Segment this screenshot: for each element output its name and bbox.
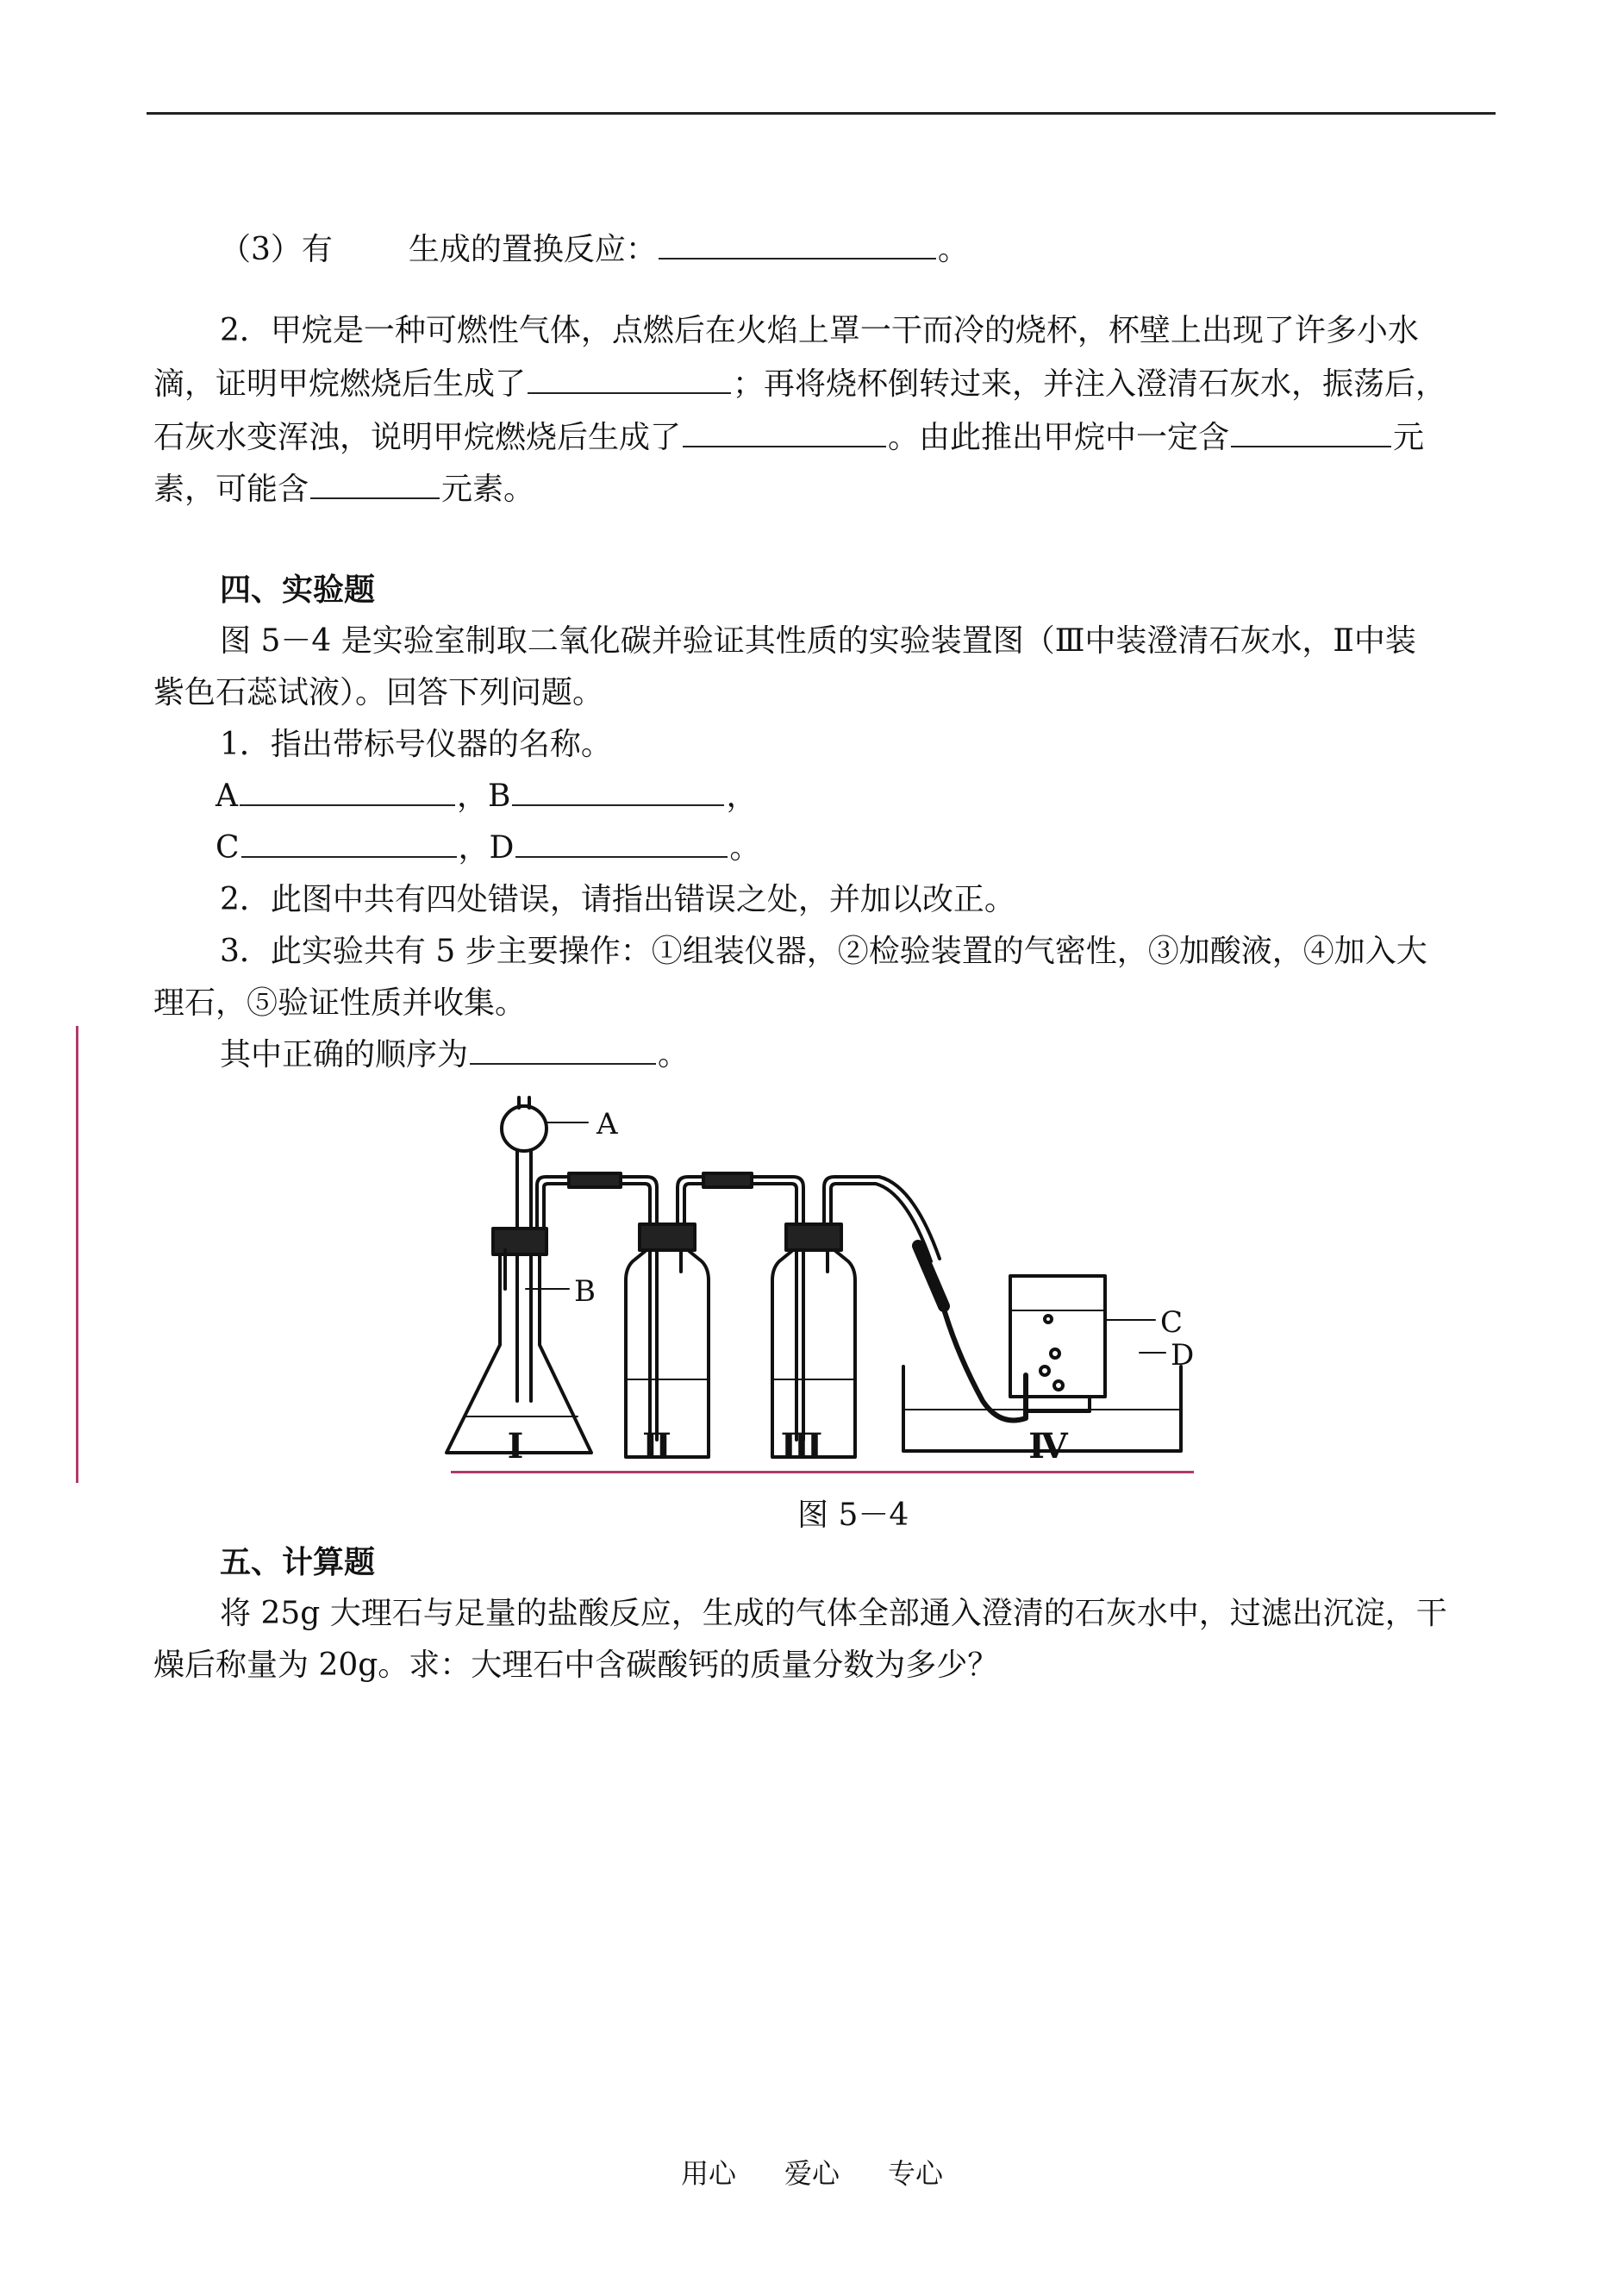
q2-line4: 素，可能含 元素。 <box>153 472 535 507</box>
question-1-3: （3）有 生成的置换反应： 。 <box>220 232 969 267</box>
margin-mark <box>76 1026 78 1483</box>
figure-rule <box>451 1471 1194 1473</box>
answer-blank[interactable] <box>310 472 440 499</box>
bottle-2 <box>626 1177 714 1457</box>
footer-item: 爱心 <box>784 2157 840 2190</box>
roman-2: Ⅱ <box>642 1426 671 1466</box>
section-4-q2: 2．此图中共有四处错误，请指出错误之处，并加以改正。 <box>220 882 1015 917</box>
page-footer <box>0 2152 1624 2192</box>
q2-line2: 滴，证明甲烷燃烧后生成了 ；再将烧杯倒转过来，并注入澄清石灰水，振荡后， <box>153 366 1447 402</box>
footer-item: 专心 <box>888 2157 944 2190</box>
apparatus-figure <box>431 1091 1207 1470</box>
q2-line3: 石灰水变浑浊，说明甲烷燃烧后生成了 。由此推出甲烷中一定含 元 <box>153 420 1425 455</box>
q1-3-mid: 生成的置换反应： <box>408 232 657 267</box>
roman-4: Ⅳ <box>1028 1426 1068 1466</box>
answer-blank[interactable] <box>1231 420 1391 447</box>
answer-blank-order[interactable] <box>470 1037 656 1065</box>
section-5-line2: 燥后称量为 20g。求：大理石中含碳酸钙的质量分数为多少？ <box>153 1648 999 1683</box>
label-c: C <box>1160 1305 1184 1340</box>
section-4-intro-1: 图 5－4 是实验室制取二氧化碳并验证其性质的实验装置图（Ⅲ中装澄清石灰水，Ⅱ中装 <box>220 623 1416 659</box>
section-4-q3-line3: 其中正确的顺序为 。 <box>220 1037 690 1072</box>
answer-blank-a[interactable] <box>240 779 455 806</box>
roman-3: Ⅲ <box>780 1426 823 1466</box>
label-a: A <box>597 1107 618 1141</box>
footer-item: 用心 <box>680 2157 736 2190</box>
answer-line-ab: A ，B ， <box>215 779 758 814</box>
section-4-q1: 1．指出带标号仪器的名称。 <box>220 727 612 762</box>
q1-3-prefix: （3）有 <box>220 232 333 267</box>
q2-line1: 2．甲烷是一种可燃性气体，点燃后在火焰上罩一干而冷的烧杯，杯壁上出现了许多小水 <box>220 313 1419 348</box>
answer-blank-c[interactable] <box>241 830 457 858</box>
trough-4 <box>903 1246 1184 1451</box>
answer-blank[interactable] <box>683 420 886 447</box>
section-5-title: 五、计算题 <box>220 1544 376 1580</box>
answer-blank-d[interactable] <box>515 830 728 858</box>
section-4-q3-line2: 理石，⑤验证性质并收集。 <box>153 985 527 1021</box>
answer-line-cd: C ，D 。 <box>215 830 761 866</box>
answer-blank-b[interactable] <box>512 779 724 806</box>
header-rule <box>147 112 1496 115</box>
label-b: B <box>574 1274 596 1309</box>
section-4-title: 四、实验题 <box>220 572 376 608</box>
section-5-line1: 将 25g 大理石与足量的盐酸反应，生成的气体全部通入澄清的石灰水中，过滤出沉淀，干 <box>220 1596 1447 1631</box>
answer-blank[interactable] <box>659 232 936 260</box>
section-4-intro-2: 紫色石蕊试液）。回答下列问题。 <box>153 675 604 710</box>
figure-caption: 图 5－4 <box>797 1498 909 1533</box>
answer-blank[interactable] <box>528 366 731 394</box>
section-4-q3-line1: 3．此实验共有 5 步主要操作：①组装仪器，②检验装置的气密性，③加酸液，④加入大 <box>220 934 1427 969</box>
label-d: D <box>1171 1338 1195 1373</box>
roman-1: Ⅰ <box>507 1426 524 1466</box>
flask-apparatus-1 <box>447 1097 628 1453</box>
